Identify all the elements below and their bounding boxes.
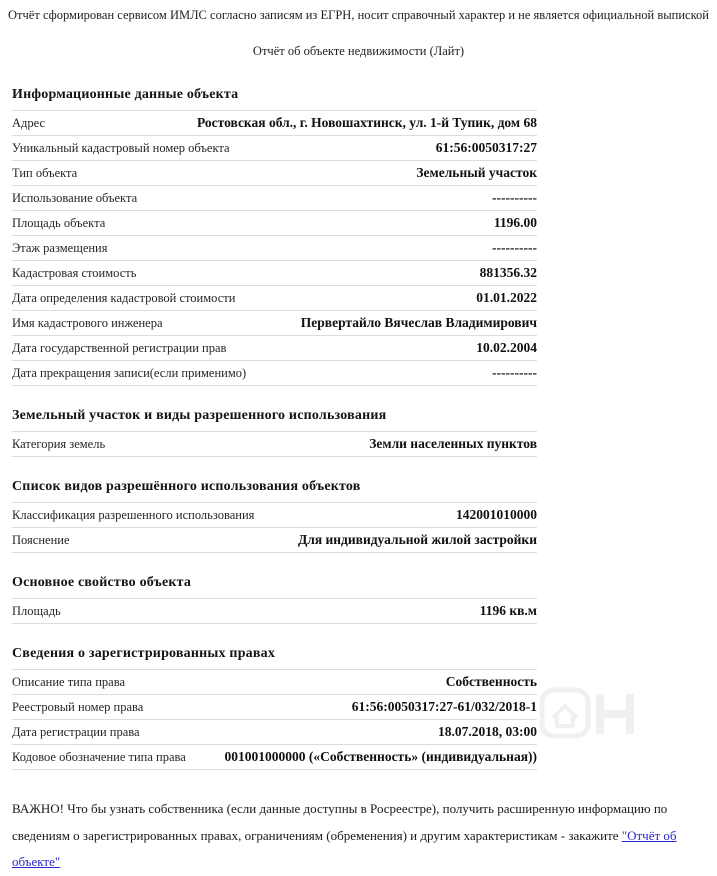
field-row	[12, 111, 537, 136]
report-section	[12, 87, 537, 386]
section-title: Земельный участок и виды разрешенного использования	[12, 408, 387, 423]
section-rows	[12, 431, 537, 457]
field-value: 001001000000 («Собственность» (индивидуальная))	[224, 749, 537, 764]
field-value: Земельный участок	[416, 165, 537, 180]
watermark-logo	[538, 676, 668, 754]
section-rows	[12, 669, 537, 770]
field-row	[12, 599, 537, 624]
footer-text: ВАЖНО! Что бы узнать собственника (если данные доступны в Росреестре), получить расширенную информацию по сведениям о зарегистрированных правах, ограничениям (обременения) и другим характеристикам - закажите	[12, 801, 668, 843]
field-label: Имя кадастрового инженера	[12, 316, 163, 330]
field-value: 61:56:0050317:27-61/032/2018-1	[351, 699, 537, 714]
report-section	[12, 479, 537, 553]
field-row	[12, 720, 537, 745]
section-title: Информационные данные объекта	[12, 87, 239, 102]
field-label: Дата регистрации права	[12, 725, 140, 739]
field-value: ----------	[492, 365, 537, 380]
field-label: Дата государственной регистрации прав	[12, 341, 227, 355]
section-title: Основное свойство объекта	[12, 575, 192, 590]
field-value: 881356.32	[479, 265, 537, 280]
field-row	[12, 236, 537, 261]
field-label: Дата определения кадастровой стоимости	[12, 291, 236, 305]
field-label: Классификация разрешенного использования	[12, 508, 255, 522]
field-label: Дата прекращения записи(если применимо)	[12, 366, 247, 380]
section-title: Сведения о зарегистрированных правах	[12, 646, 276, 661]
report-title: Отчёт об объекте недвижимости (Лайт)	[252, 44, 465, 58]
field-row	[12, 670, 537, 695]
field-row	[12, 528, 537, 553]
field-value: Земли населенных пунктов	[369, 436, 537, 451]
field-value: Первертайло Вячеслав Владимирович	[300, 315, 537, 330]
footer-note	[12, 796, 707, 876]
field-label: Пояснение	[12, 533, 70, 547]
report-page	[0, 8, 717, 870]
field-label: Реестровый номер права	[12, 700, 144, 714]
field-label: Тип объекта	[12, 166, 78, 180]
section-title: Список видов разрешённого использования объектов	[12, 479, 361, 494]
field-row	[12, 186, 537, 211]
report-section	[12, 575, 537, 624]
field-label: Этаж размещения	[12, 241, 108, 255]
field-value: 18.07.2018, 03:00	[438, 724, 537, 739]
field-row	[12, 432, 537, 457]
field-label: Площадь	[12, 604, 61, 618]
field-label: Описание типа права	[12, 675, 125, 689]
field-value: 10.02.2004	[476, 340, 537, 355]
field-value: Ростовская обл., г. Новошахтинск, ул. 1-й Тупик, дом 68	[196, 115, 537, 130]
field-value: 1196.00	[493, 215, 537, 230]
field-label: Площадь объекта	[12, 216, 106, 230]
field-value: 01.01.2022	[476, 290, 537, 305]
field-value: Для индивидуальной жилой застройки	[297, 532, 537, 547]
report-sections	[12, 87, 537, 770]
field-label: Уникальный кадастровый номер объекта	[12, 141, 230, 155]
field-value: Собственность	[445, 674, 537, 689]
field-value: 1196 кв.м	[479, 603, 537, 618]
field-row	[12, 261, 537, 286]
field-label: Адрес	[12, 116, 46, 130]
report-disclaimer: Отчёт сформирован сервисом ИМЛС согласно записям из ЕГРН, носит справочный характер и не является официальной выпиской	[8, 8, 709, 22]
field-row	[12, 745, 537, 770]
field-value: ----------	[492, 190, 537, 205]
field-row	[12, 361, 537, 386]
field-label: Кадастровая стоимость	[12, 266, 137, 280]
section-rows	[12, 598, 537, 624]
field-row	[12, 695, 537, 720]
field-label: Использование объекта	[12, 191, 138, 205]
section-rows	[12, 502, 537, 553]
report-section	[12, 646, 537, 770]
field-label: Кодовое обозначение типа права	[12, 750, 186, 764]
field-label: Категория земель	[12, 437, 106, 451]
field-row	[12, 311, 537, 336]
field-row	[12, 503, 537, 528]
field-row	[12, 211, 537, 236]
field-value: 61:56:0050317:27	[435, 140, 537, 155]
field-value: ----------	[492, 240, 537, 255]
order-report-link[interactable]: "Отчёт об объекте"	[12, 827, 677, 870]
section-rows	[12, 110, 537, 386]
field-value: 142001010000	[456, 507, 537, 522]
field-row	[12, 286, 537, 311]
field-row	[12, 136, 537, 161]
report-section	[12, 408, 537, 457]
field-row	[12, 161, 537, 186]
field-row	[12, 336, 537, 361]
